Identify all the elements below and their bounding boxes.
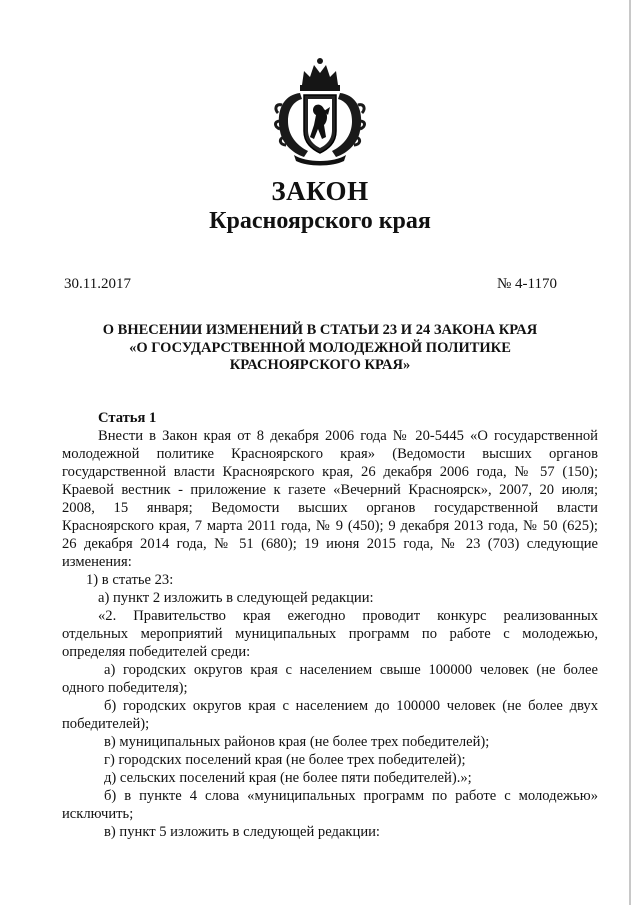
text-line: одного победителя); bbox=[62, 680, 188, 696]
law-body bbox=[62, 409, 598, 841]
text-line: отдельных мероприятий муниципальных программ по работе с молодежью, bbox=[62, 626, 598, 642]
text-line: «2. Правительство края ежегодно проводит конкурс реализованных bbox=[98, 608, 598, 624]
list-item: а) пункт 2 изложить в следующей редакции: bbox=[98, 590, 374, 606]
list-item: в) пункт 5 изложить в следующей редакции: bbox=[104, 824, 380, 840]
coat-of-arms-emblem bbox=[272, 55, 368, 167]
text-line: исключить; bbox=[62, 806, 134, 822]
text-line: 2008, 15 января; Ведомости высших органов государственной власти bbox=[62, 500, 598, 516]
list-item: б) городских округов края с населением до 100000 человек (не более двух bbox=[104, 698, 598, 714]
text-line: Внести в Закон края от 8 декабря 2006 года № 20-5445 «О государственной bbox=[98, 428, 598, 444]
text-line: государственной власти Красноярского края, 26 декабря 2006 года, № 57 (150); bbox=[62, 464, 598, 480]
list-item: г) городских поселений края (не более трех победителей); bbox=[104, 752, 466, 768]
list-item: д) сельских поселений края (не более пяти победителей).»; bbox=[104, 770, 472, 786]
text-line: молодежной политике Красноярского края» (Ведомости высших органов bbox=[62, 446, 598, 462]
list-item: в) муниципальных районов края (не более трех победителей); bbox=[104, 734, 490, 750]
scan-edge bbox=[629, 0, 631, 905]
text-line: победителей); bbox=[62, 716, 150, 732]
document-title: ЗАКОН bbox=[271, 176, 369, 206]
article-label: Статья 1 bbox=[98, 410, 157, 426]
heading-line: О ВНЕСЕНИИ ИЗМЕНЕНИЙ В СТАТЬИ 23 И 24 ЗАКОНА КРАЯ bbox=[102, 322, 538, 338]
heading-line: «О ГОСУДАРСТВЕННОЙ МОЛОДЕЖНОЙ ПОЛИТИКЕ bbox=[129, 339, 511, 356]
list-item: б) в пункте 4 слова «муниципальных программ по работе с молодежью» bbox=[104, 788, 598, 804]
text-line: 26 декабря 2014 года, № 51 (680); 19 июня 2015 года, № 23 (703) следующие bbox=[62, 536, 598, 552]
list-item: 1) в статье 23: bbox=[86, 572, 174, 588]
list-item: а) городских округов края с населением свыше 100000 человек (не более bbox=[104, 662, 598, 678]
law-date: 30.11.2017 bbox=[64, 276, 131, 292]
law-number: № 4-1170 bbox=[497, 276, 557, 292]
text-line: определяя победителей среди: bbox=[62, 644, 251, 660]
text-line: Краевой вестник - приложение к газете «Вечерний Красноярск», 2007, 20 июля; bbox=[62, 482, 598, 498]
law-heading bbox=[60, 322, 580, 375]
document-subtitle: Красноярского края bbox=[209, 208, 431, 234]
text-line: Красноярского края, 7 марта 2011 года, № 9 (450); 9 декабря 2013 года, № 50 (625); bbox=[62, 518, 598, 534]
text-line: изменения: bbox=[62, 554, 132, 570]
heading-line: КРАСНОЯРСКОГО КРАЯ» bbox=[229, 357, 411, 373]
